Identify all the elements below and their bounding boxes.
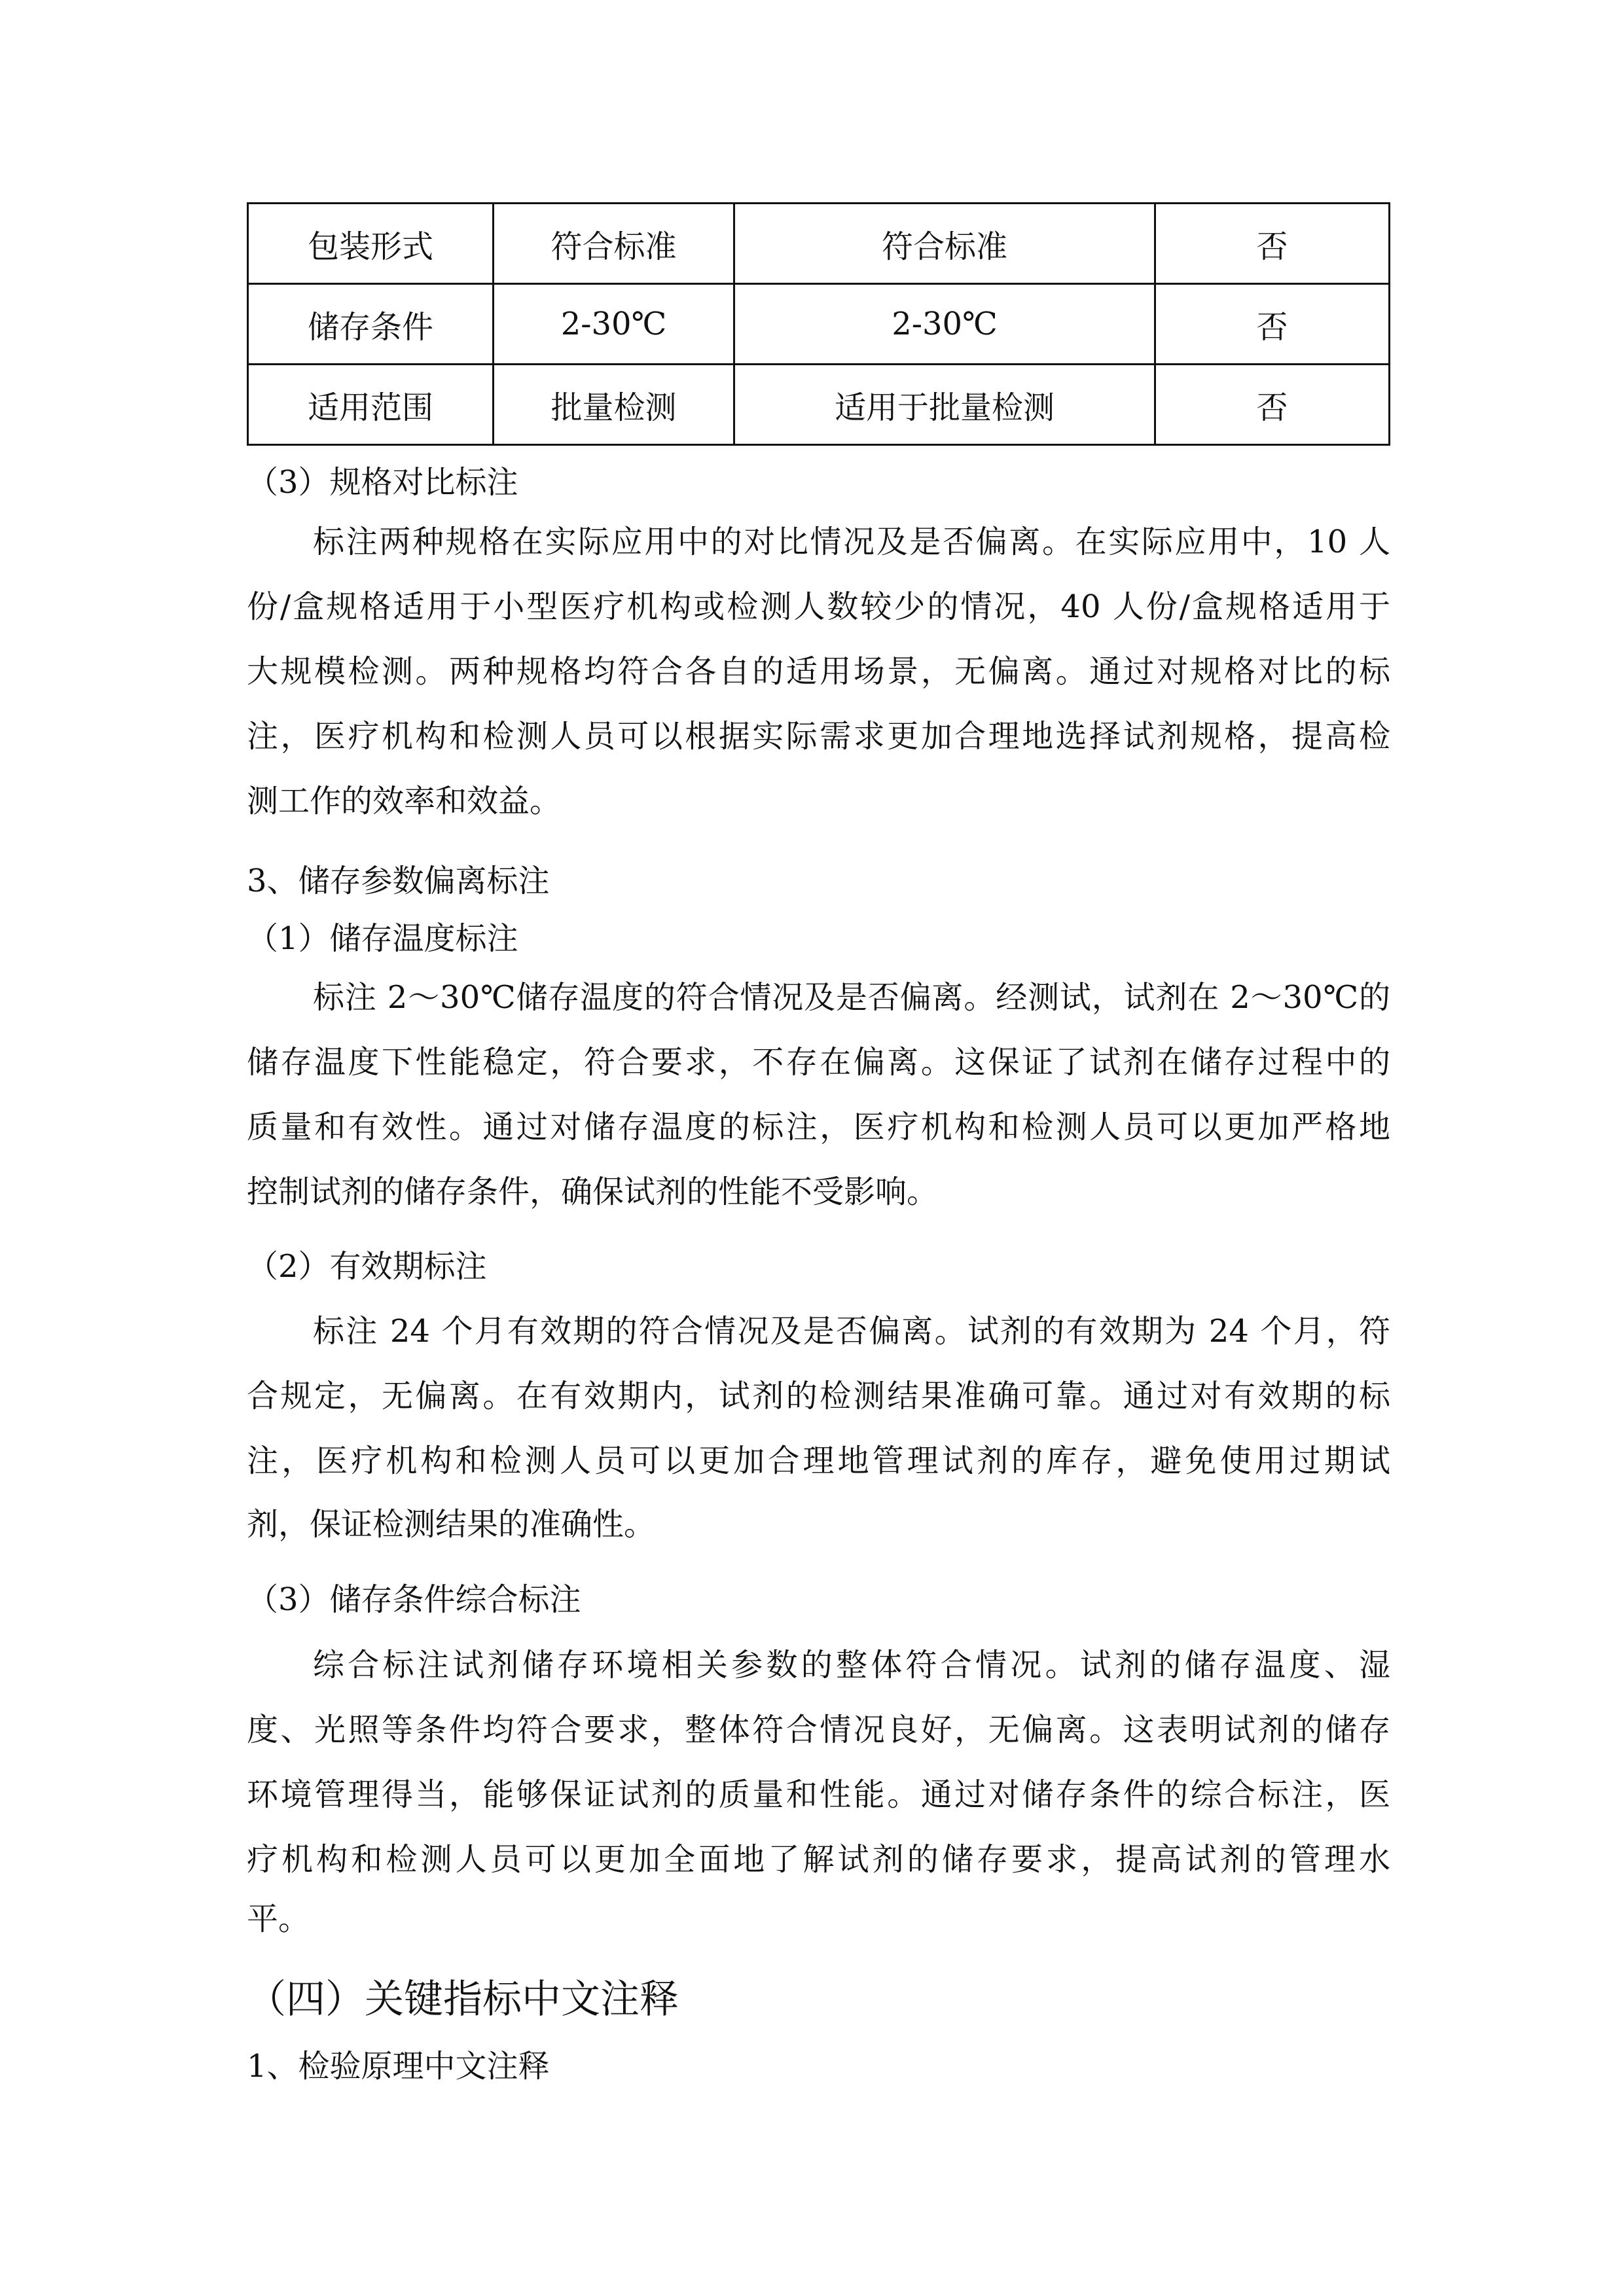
paragraph-line: 份/盒规格适用于小型医疗机构或检测人数较少的情况，40 人份/盒规格适用于 xyxy=(247,588,1390,625)
paragraph-line: 质量和有效性。通过对储存温度的标注，医疗机构和检测人员可以更加严格地 xyxy=(247,1109,1390,1145)
paragraph-line: 储存温度下性能稳定，符合要求，不存在偏离。这保证了试剂在储存过程中的 xyxy=(247,1044,1390,1081)
table-cell: 批量检测 xyxy=(494,365,734,445)
table-cell: 适用于批量检测 xyxy=(734,365,1155,445)
paragraph-line: 剂，保证检测结果的准确性。 xyxy=(247,1506,656,1543)
paragraph-line: 注，医疗机构和检测人员可以根据实际需求更加合理地选择试剂规格，提高检 xyxy=(247,718,1390,755)
table-cell: 否 xyxy=(1155,284,1390,365)
subheading-overall-storage: （3）储存条件综合标注 xyxy=(247,1581,581,1618)
paragraph-line: 度、光照等条件均符合要求，整体符合情况良好，无偏离。这表明试剂的储存 xyxy=(247,1712,1390,1748)
table-row xyxy=(248,284,1390,365)
subheading-storage-temp: （1）储存温度标注 xyxy=(247,920,518,957)
paragraph-line: 平。 xyxy=(247,1901,310,1937)
table-cell: 储存条件 xyxy=(248,284,494,365)
table-cell: 否 xyxy=(1155,365,1390,445)
table-cell: 否 xyxy=(1155,204,1390,284)
section-heading-key-indicators: （四）关键指标中文注释 xyxy=(247,1977,679,2022)
table-cell: 2-30℃ xyxy=(734,284,1155,365)
table-row xyxy=(248,365,1390,445)
section-heading-storage: 3、储存参数偏离标注 xyxy=(247,863,550,899)
comparison-table xyxy=(247,202,1390,446)
table-cell: 适用范围 xyxy=(248,365,494,445)
subheading-expiry: （2）有效期标注 xyxy=(247,1248,487,1285)
table-cell: 符合标准 xyxy=(494,204,734,284)
subheading-principle: 1、检验原理中文注释 xyxy=(247,2048,550,2085)
paragraph-line: 标注两种规格在实际应用中的对比情况及是否偏离。在实际应用中，10 人 xyxy=(313,524,1390,560)
table-row xyxy=(248,204,1390,284)
paragraph-line: 疗机构和检测人员可以更加全面地了解试剂的储存要求，提高试剂的管理水 xyxy=(247,1841,1390,1878)
paragraph-line: 大规模检测。两种规格均符合各自的适用场景，无偏离。通过对规格对比的标 xyxy=(247,653,1390,690)
paragraph-line: 注，医疗机构和检测人员可以更加合理地管理试剂的库存，避免使用过期试 xyxy=(247,1443,1390,1479)
paragraph-line: 控制试剂的储存条件，确保试剂的性能不受影响。 xyxy=(247,1174,939,1210)
subheading-spec-comparison: （3）规格对比标注 xyxy=(247,464,518,501)
paragraph-line: 标注 2～30℃储存温度的符合情况及是否偏离。经测试，试剂在 2～30℃的 xyxy=(313,979,1390,1016)
table-cell: 包装形式 xyxy=(248,204,494,284)
table-cell: 符合标准 xyxy=(734,204,1155,284)
table-cell: 2-30℃ xyxy=(494,284,734,365)
paragraph-line: 综合标注试剂储存环境相关参数的整体符合情况。试剂的储存温度、湿 xyxy=(313,1647,1390,1683)
paragraph-line: 测工作的效率和效益。 xyxy=(247,783,562,819)
paragraph-line: 标注 24 个月有效期的符合情况及是否偏离。试剂的有效期为 24 个月，符 xyxy=(313,1313,1390,1350)
paragraph-line: 环境管理得当，能够保证试剂的质量和性能。通过对储存条件的综合标注，医 xyxy=(247,1776,1390,1813)
paragraph-line: 合规定，无偏离。在有效期内，试剂的检测结果准确可靠。通过对有效期的标 xyxy=(247,1378,1390,1414)
